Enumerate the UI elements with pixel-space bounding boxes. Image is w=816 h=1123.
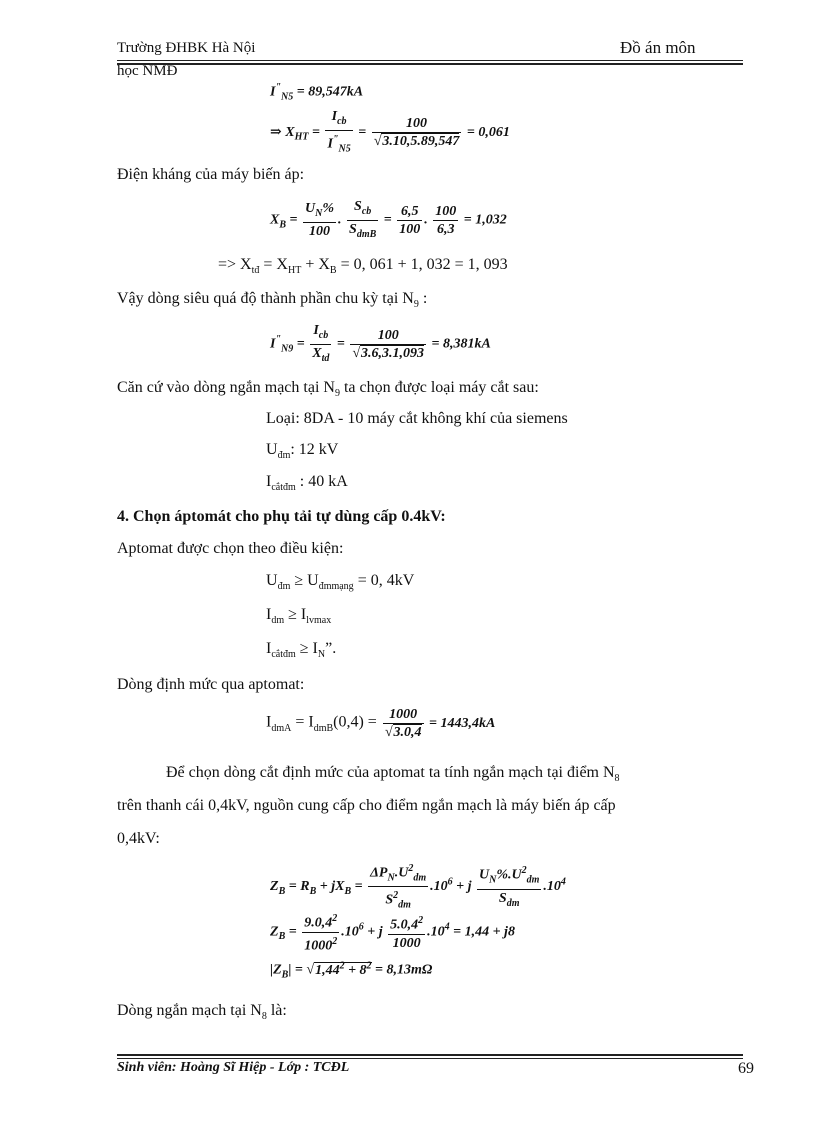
text-can-cu: Căn cứ vào dòng ngắn mạch tại $N_9$ ta chọn được loại máy cắt sau: [117, 379, 539, 400]
equation-xtd: => $X_{tđ} = X_{HT} + X_B = 0$, 061 + 1, 032 = 1, 093 [218, 256, 508, 277]
header-project: Đồ án môn [620, 38, 696, 57]
text-aptomat-dieu-kien: Aptomat được chọn theo điều kiện: [117, 540, 344, 557]
page-number: 69 [738, 1060, 754, 1077]
text-loai-may-cat: Loại: 8DA - 10 máy cắt không khí của siemens [266, 410, 568, 427]
condition-icat: $I_{cắtđm} \ge I_N$”. [266, 640, 337, 661]
text-vay-dong: Vậy dòng siêu quá độ thành phần chu kỳ tại $N_9$ : [117, 290, 428, 311]
text-dong-dinh-muc: Dòng định mức qua aptomat: [117, 676, 305, 693]
header-rule-thick [117, 63, 743, 65]
equation-idma: $I_{dmA} = I_{dmB}(0,4)$ = $\frac{1000}{√3.0,4}$ = 1443,4kA [266, 707, 496, 740]
section-heading-4: 4. Chọn áptomát cho phụ tải tự dùng cấp 0.4kV: [117, 508, 446, 525]
header-school: Trường ĐHBK Hà Nội [117, 40, 256, 56]
equation-zb-general: $Z_B = R_B + jX_B$ = $\frac{\Delta P_N.U^2_{dm}}{S^2_{dm}}$ $.10^6 + j$ $\frac{U_N\%.U^2_{dm}}{S_{dm}}$ $.10^4$ [270, 860, 566, 914]
para-line-1: Để chọn dòng cắt định mức của aptomat ta tính ngắn mạch tại điểm $N_8$ [166, 764, 620, 785]
equation-xb: $X_B$ = $\frac{U_N\%}{100}$ . $\frac{S_{cb}}{S_{dmB}}$ = $\frac{6,5}{100}$ . $\frac{100}{6,3}$ = 1,032 [270, 199, 507, 240]
footer-student: Sinh viên: Hoàng Sĩ Hiệp - Lớp : TCĐL [117, 1060, 350, 1075]
footer-rule [117, 1058, 743, 1059]
equation-zb-value: $Z_B$ = $\frac{9.0,4^2}{1000^2}$ $.10^6 + j$ $\frac{5.0,4^2}{1000}$ $.10^4 = 1,44 + j8$ [270, 910, 515, 954]
text-dien-khang: Điện kháng của máy biến áp: [117, 166, 305, 183]
equation-in9: $I^"_{N9}$ = $\frac{I_{cb}}{X_{td}}$ = $\frac{100}{√3.6,3.1,093}$ = 8,381kA [270, 323, 491, 364]
equation-xht: ⇒ $X_{HT}$ = $\frac{I_{cb}}{I^"_{N5}}$ = $\frac{100}{√3.10,5.89,547}$ = 0,061 [270, 109, 510, 155]
equation-in5: $I^"_{N5} = 89,547kA$ [270, 82, 364, 103]
footer-rule-thick [117, 1054, 743, 1056]
text-icatdm: $I_{cắtđm}$ : 40 kA [266, 473, 348, 494]
condition-idm: $I_{dm} \ge I_{lvmax}$ [266, 606, 332, 627]
equation-zb-modulus: $|Z_B| = √1,44^2 + 8^2 = 8,13m\Omega$ [270, 960, 433, 981]
para-line-2: trên thanh cái 0,4kV, nguồn cung cấp cho điểm ngắn mạch là máy biến áp cấp [117, 797, 616, 814]
text-udm: $U_{đm}$: 12 kV [266, 441, 339, 462]
condition-udm: $U_{đm} \ge U_{đmmạng} = 0$, 4kV [266, 572, 415, 593]
text-dong-ngan-mach: Dòng ngắn mạch tại $N_8$ là: [117, 1002, 287, 1023]
header-project-cont: học NMĐ [117, 63, 178, 79]
para-line-3: 0,4kV: [117, 830, 160, 847]
header-rule [117, 60, 743, 61]
